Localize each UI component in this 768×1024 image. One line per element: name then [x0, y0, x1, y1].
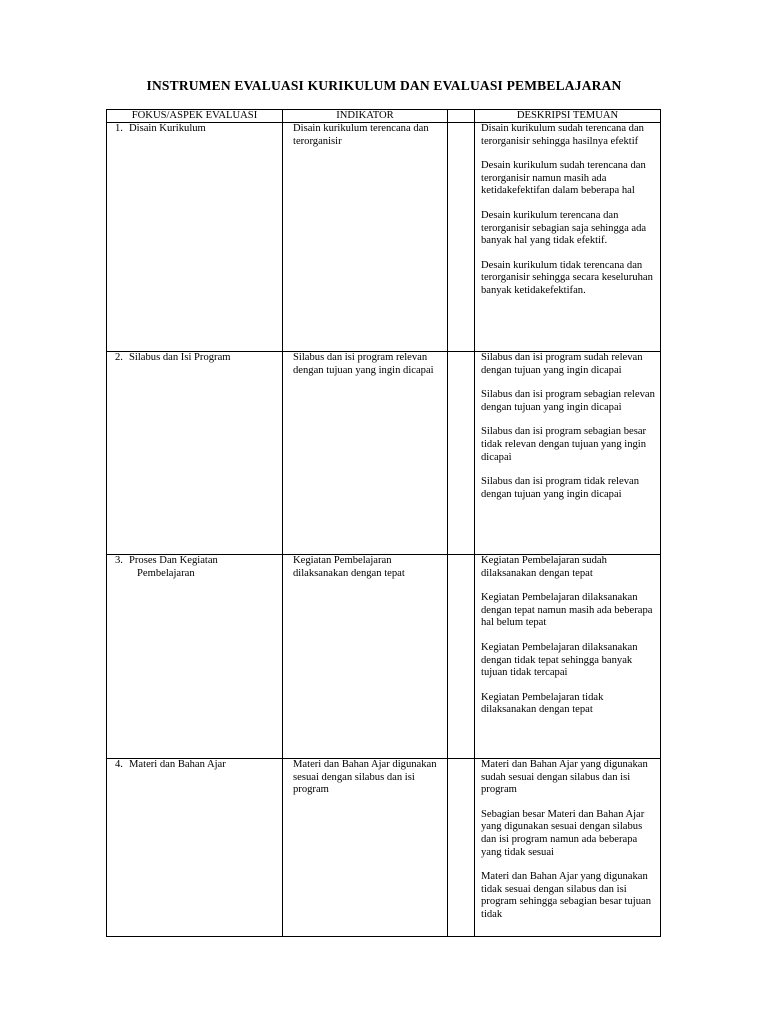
checkbox-bullet-icon [453, 658, 460, 669]
indicator-cell: Silabus dan isi program relevan dengan tujuan yang ingin dicapai [283, 352, 448, 555]
focus-label [115, 123, 282, 136]
indicator-cell: Materi dan Bahan Ajar digunakan sesuai dengan silabus dan isi program [283, 759, 448, 937]
checkbox-bullet-icon [453, 180, 460, 191]
evaluation-table [106, 109, 661, 937]
table-row [107, 555, 661, 759]
focus-text: Silabus dan Isi Program [129, 352, 231, 363]
checkbox-bullet-icon [453, 819, 460, 830]
checkbox-bullet-icon [453, 455, 460, 466]
description-cell [475, 123, 661, 352]
description-item: Desain kurikulum terencana dan terorganisir sebagian saja sehingga ada banyak hal yang tidak efektif. [481, 209, 647, 247]
focus-label [115, 759, 282, 772]
indicator-cell: Kegiatan Pembelajaran dilaksanakan dengan tepat [283, 555, 448, 759]
checkbox-bullet-icon [453, 397, 460, 408]
focus-number: 2. [115, 352, 123, 363]
page-title: INSTRUMEN EVALUASI KURIKULUM DAN EVALUASI PEMBELAJARAN [146, 78, 622, 93]
checkbox-bullet-icon [453, 270, 460, 281]
focus-number: 3. [115, 555, 123, 566]
checkbox-bullet-icon [453, 893, 460, 904]
header-description: DESKRIPSI TEMUAN [475, 110, 661, 123]
description-item: Sebagian besar Materi dan Bahan Ajar yang digunakan sesuai dengan silabus dan isi program namun ada beberapa yang tidak sesuai [481, 808, 645, 858]
focus-label [115, 555, 282, 580]
bullet-cell [448, 555, 475, 759]
header-indicator: INDIKATOR [283, 110, 448, 123]
bullet-cell [448, 123, 475, 352]
focus-cell [107, 352, 283, 555]
focus-text: Proses Dan Kegiatan [129, 555, 218, 566]
description-item: Kegiatan Pembelajaran dilaksanakan dengan tidak tepat sehingga banyak tujuan tidak tercapai [481, 641, 638, 679]
checkbox-bullet-icon [453, 762, 460, 773]
focus-text-continued: Pembelajaran [137, 567, 195, 579]
indicator-cell: Disain kurikulum terencana dan terorganisir [283, 123, 448, 352]
focus-text: Disain Kurikulum [129, 123, 206, 134]
description-item: Silabus dan isi program tidak relevan dengan tujuan yang ingin dicapai [481, 476, 639, 500]
table-header-row [107, 110, 661, 123]
description-item: Silabus dan isi program sebagian besar tidak relevan dengan tujuan yang ingin dicapai [481, 426, 647, 463]
description-cell [475, 555, 661, 759]
bullet-cell [448, 352, 475, 555]
focus-number: 4. [115, 759, 123, 770]
focus-cell [107, 123, 283, 352]
description-item: Kegiatan Pembelajaran sudah dilaksanakan dengan tepat [481, 555, 607, 579]
table-row [107, 123, 661, 352]
description-item: Silabus dan isi program sudah relevan dengan tujuan yang ingin dicapai [481, 352, 643, 376]
description-cell [475, 759, 661, 937]
description-item: Desain kurikulum sudah terencana dan terorganisir namun masih ada ketidakefektifan dalam beberapa hal [481, 160, 646, 197]
header-bullet [448, 110, 475, 123]
description-cell [475, 352, 661, 555]
focus-cell [107, 759, 283, 937]
description-item: Disain kurikulum sudah terencana dan terorganisir sehingga hasilnya efektif [481, 123, 644, 147]
header-focus: FOKUS/ASPEK EVALUASI [107, 110, 283, 123]
table-row [107, 759, 661, 937]
checkbox-bullet-icon [453, 328, 460, 339]
focus-text: Materi dan Bahan Ajar [129, 759, 226, 770]
checkbox-bullet-icon [453, 558, 460, 569]
focus-label [115, 352, 282, 365]
description-item: Materi dan Bahan Ajar yang digunakan sudah sesuai dengan silabus dan isi program [481, 759, 648, 796]
focus-number: 1. [115, 123, 123, 134]
description-item: Kegiatan Pembelajaran tidak dilaksanakan dengan tepat [481, 691, 604, 716]
checkbox-bullet-icon [453, 513, 460, 524]
description-item: Desain kurikulum tidak terencana dan terorganisir sehingga secara keseluruhan banyak ketidakefektifan. [481, 259, 653, 296]
checkbox-bullet-icon [453, 355, 460, 366]
checkbox-bullet-icon [453, 126, 460, 137]
description-item: Silabus dan isi program sebagian relevan dengan tujuan yang ingin dicapai [481, 389, 655, 413]
focus-cell [107, 555, 283, 759]
description-item: Materi dan Bahan Ajar yang digunakan tidak sesuai dengan silabus dan isi program sehingga sebagian besar tujuan tidak [481, 871, 652, 920]
description-item: Kegiatan Pembelajaran dilaksanakan dengan tepat namun masih ada beberapa hal belum tepat [481, 592, 653, 629]
table-row [107, 352, 661, 555]
bullet-cell [448, 759, 475, 937]
checkbox-bullet-icon [453, 600, 460, 611]
checkbox-bullet-icon [453, 729, 460, 740]
